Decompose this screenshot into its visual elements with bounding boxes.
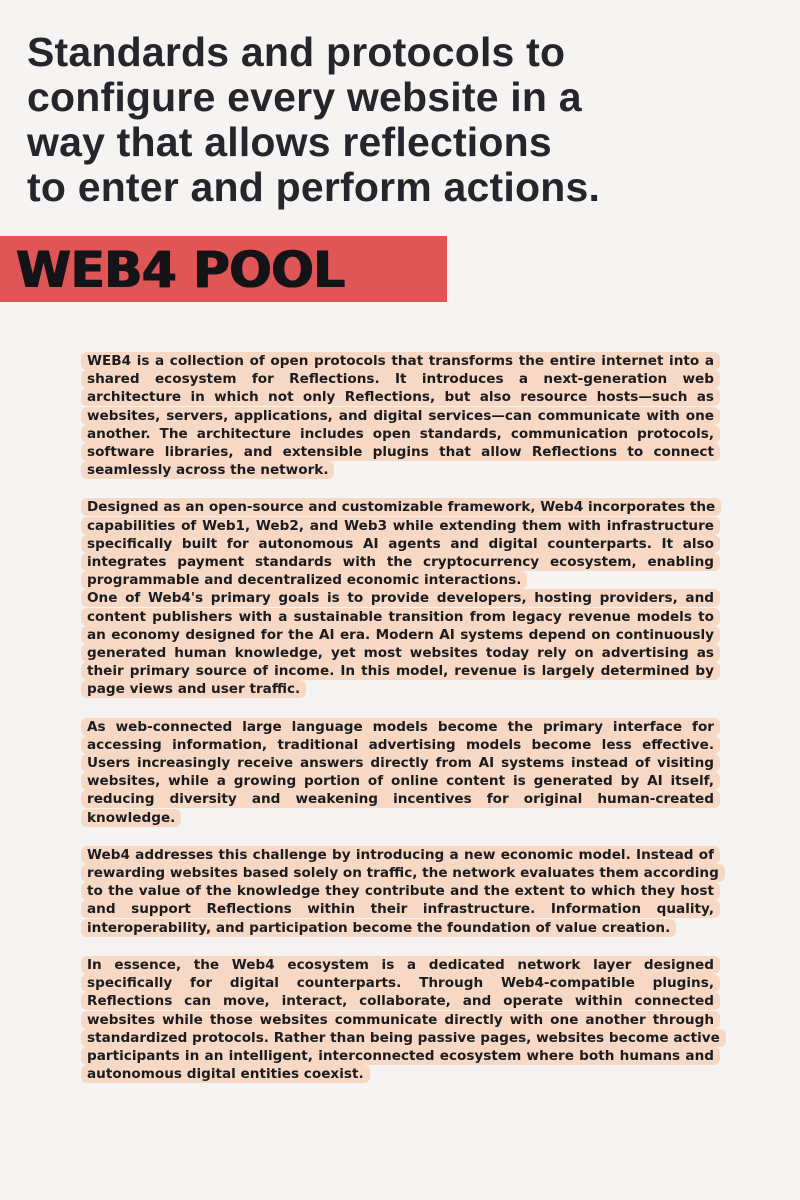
- headline-line: way that allows reflections: [27, 119, 552, 165]
- paragraph-text: WEB4 is a collection of open protocols that transforms the entire internet into a shared ecosystem for Reflections. It introduces a next-generation web architecture in which not only Reflections, but also resource hosts—such as websites, servers, applications, and digital services—can communicate with one another. The architecture includes open standards, communication protocols, software libraries, and extensible plugins that allow Reflections to connect seamlessly across the network.: [81, 352, 720, 479]
- section-banner: [0, 236, 447, 302]
- paragraph-intro: [81, 352, 720, 479]
- banner-title: WEB4 POOL: [16, 241, 345, 299]
- page-headline: [27, 30, 787, 210]
- headline-line: to enter and perform actions.: [27, 164, 601, 210]
- headline-line: configure every website in a: [27, 74, 582, 120]
- paragraph-text: Web4 addresses this challenge by introducing a new economic model. Instead of rewarding websites based solely on traffic, the network evaluates them according to the value of the knowledge they contribute and the extent to which they host and support Reflections within their infrastructure. Information quality, interoperability, and participation become the foundation of value creation.: [81, 846, 725, 937]
- article-body: [81, 352, 720, 1083]
- paragraph-llm-shift: [81, 718, 720, 827]
- paragraph-text: As web-connected large language models become the primary interface for accessing information, traditional advertising models become less effective. Users increasingly receive answers directly from AI systems instead of visiting websites, while a growing portion of online content is generated by AI itself, reducing diversity and weakening incentives for original human-created knowledge.: [81, 718, 720, 827]
- paragraph-text: Designed as an open-source and customizable framework, Web4 incorporates the capabilities of Web1, Web2, and Web3 while extending them with infrastructure specifically built for autonomous AI agents and digital counterparts. It also integrates payment standards with the cryptocurrency ecosystem, enabling programmable and decentralized economic interactions.: [81, 498, 721, 589]
- paragraph-framework: [81, 498, 720, 589]
- paragraph-text: One of Web4's primary goals is to provide developers, hosting providers, and content publishers with a sustainable transition from legacy revenue models to an economy designed for the AI era. Modern AI systems depend on continuously generated human knowledge, yet most websites today rely on advertising as their primary source of income. In this model, revenue is largely determined by page views and user traffic.: [81, 589, 720, 698]
- paragraph-goals: [81, 589, 720, 698]
- paragraph-essence: [81, 956, 720, 1083]
- headline-line: Standards and protocols to: [27, 29, 566, 75]
- paragraph-economic-model: [81, 846, 720, 937]
- paragraph-text: In essence, the Web4 ecosystem is a dedicated network layer designed specifically for digital counterparts. Through Web4-compatible plugins, Reflections can move, interact, collaborate, and operate within connected websites while those websites communicate directly with one another through standardized protocols. Rather than being passive pages, websites become active participants in an intelligent, interconnected ecosystem where both humans and autonomous digital entities coexist.: [81, 956, 726, 1083]
